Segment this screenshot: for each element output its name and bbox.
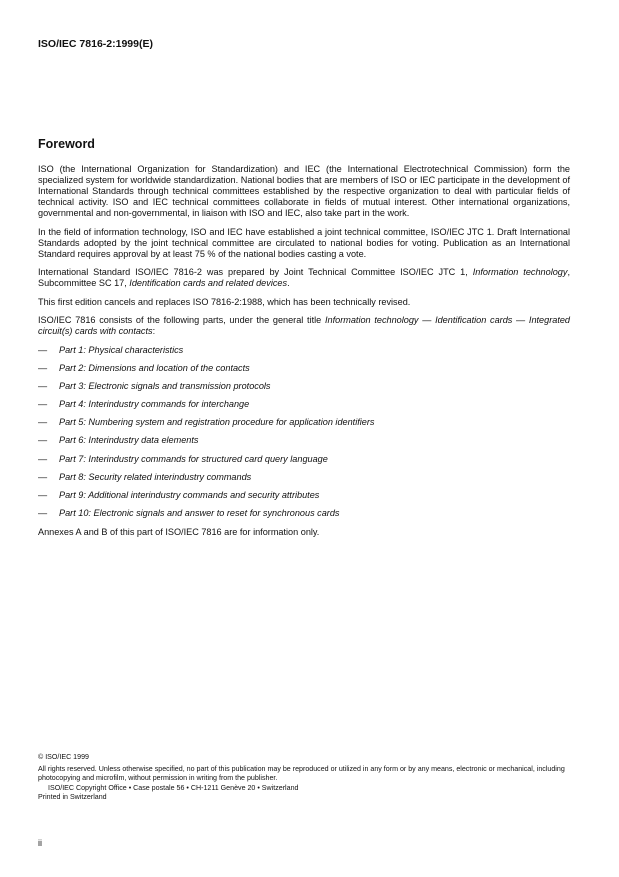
list-item (38, 490, 570, 501)
list-dash: — (38, 453, 48, 464)
list-dash: — (38, 490, 48, 500)
part-title: Part 10: Electronic signals and answer to reset for synchronous cards (59, 508, 340, 519)
printed-in: Printed in Switzerland (38, 792, 107, 801)
paragraph-iso-iec-intro: ISO (the International Organization for Standardization) and IEC (the International Electrotechnical Commission) form the specialized system for worldwide standardization. National bodies that are members of ISO or IEC participate in the development of International Standards through technical committees established by the respective organization to deal with particular fields of technical activity. ISO and IEC technical committees collaborate in fields of mutual interest. Other international organizations, governmental and non-governmental, in liaison with ISO and IEC, also take part in the work. (38, 164, 570, 218)
general-title: Information technology — Identification cards — Integrated circuit(s) cards with contacts (38, 315, 571, 336)
list-dash: — (38, 435, 48, 446)
list-item (38, 417, 570, 428)
part-title: Part 8: Security related interindustry commands (59, 471, 252, 482)
part-title: Part 3: Electronic signals and transmission protocols (59, 380, 271, 391)
committee-title: Information technology (472, 267, 568, 277)
subcommittee-title: Identification cards and related devices (129, 278, 288, 288)
subcommittee-text: , Subcommittee SC 17, (38, 267, 570, 288)
list-dash: — (38, 471, 48, 482)
list-dash: — (38, 417, 48, 428)
foreword-body (38, 164, 570, 546)
document-header: ISO/IEC 7816-2:1999(E) (38, 38, 153, 50)
prepared-by-text: International Standard ISO/IEC 7816-2 was prepared by Joint Technical Committee ISO/IEC JTC 1, (38, 267, 473, 277)
list-item (38, 454, 570, 465)
part-title: Part 6: Interindustry data elements (59, 435, 199, 446)
list-dash: — (38, 380, 48, 391)
list-item (38, 472, 570, 483)
list-dash: — (38, 508, 48, 519)
rights-notice: All rights reserved. Unless otherwise specified, no part of this publication may be reproduced or utilized in any form or by any means, electronic or mechanical, including photocopying and microfilm, without permission in writing from the publisher. (38, 765, 565, 783)
part-title: Part 4: Interindustry commands for interchange (59, 399, 250, 410)
page-number: ii (38, 838, 42, 848)
list-item (38, 381, 570, 392)
list-dash: — (38, 344, 48, 355)
paragraph-prepared-by (38, 267, 570, 289)
list-item (38, 363, 570, 374)
parts-list (38, 345, 570, 520)
list-dash: — (38, 399, 48, 410)
part-title: Part 2: Dimensions and location of the contacts (59, 362, 250, 373)
paragraph-annexes: Annexes A and B of this part of ISO/IEC 7816 are for information only. (38, 527, 320, 538)
list-item (38, 399, 570, 410)
list-dash: — (38, 362, 48, 373)
parts-intro-colon: : (152, 326, 156, 336)
paragraph-parts-intro (38, 315, 570, 337)
copyright-footer (38, 753, 578, 802)
copyright-office-address: ISO/IEC Copyright Office • Case postale 56 • CH-1211 Genève 20 • Switzerland (48, 783, 299, 792)
sentence-end: . (287, 278, 290, 288)
part-title: Part 7: Interindustry commands for structured card query language (59, 453, 328, 464)
part-title: Part 9: Additional interindustry commands and security attributes (59, 490, 320, 500)
paragraph-edition: This first edition cancels and replaces ISO 7816-2:1988, which has been technically revised. (38, 296, 411, 307)
part-title: Part 1: Physical characteristics (59, 344, 184, 355)
list-item (38, 508, 570, 519)
copyright-line: © ISO/IEC 1999 (38, 753, 89, 761)
paragraph-jtc1: In the field of information technology, ISO and IEC have established a joint technical committee, ISO/IEC JTC 1. Draft International Standards adopted by the joint technical committee are circulated to national bodies for voting. Publication as an International Standard requires approval by at least 75 % of the national bodies casting a vote. (38, 226, 570, 259)
list-item (38, 435, 570, 446)
page-title: Foreword (38, 137, 95, 151)
list-item (38, 345, 570, 356)
parts-intro-text: ISO/IEC 7816 consists of the following parts, under the general title (38, 315, 325, 325)
part-title: Part 5: Numbering system and registration procedure for application identifiers (59, 417, 375, 428)
